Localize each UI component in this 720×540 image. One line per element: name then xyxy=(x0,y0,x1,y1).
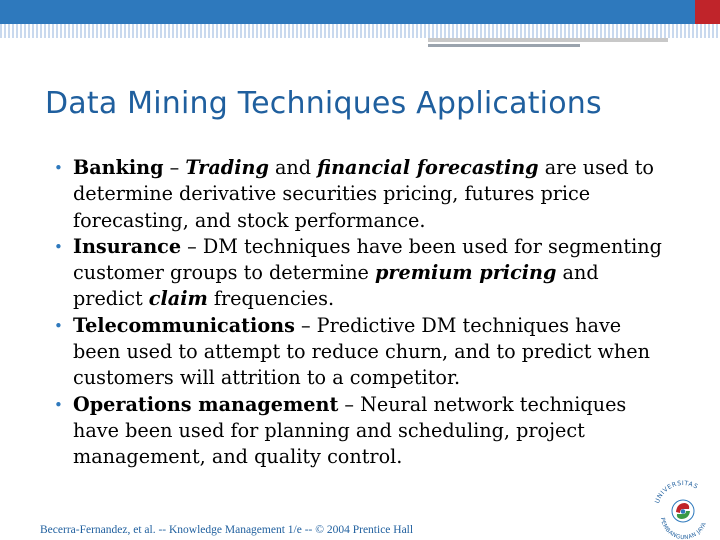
slide-title: Data Mining Techniques Applications xyxy=(45,86,602,121)
bullet-text-run: claim xyxy=(148,287,208,311)
bullet-text-run: – Neural network techniques have been used for planning and scheduling, project management, and quality control. xyxy=(73,392,627,469)
header-gray-line-short xyxy=(428,44,580,47)
bullet-text-run: – DM techniques have been used for segmenting customer groups to determine xyxy=(73,234,662,285)
bullet-item xyxy=(50,392,670,471)
header-gray-line xyxy=(428,38,668,42)
bullet-text-run: premium pricing xyxy=(375,261,557,285)
bullet-dot-icon: • xyxy=(54,237,63,256)
bullet-text-run: Insurance xyxy=(73,234,182,258)
bullet-text-run: are used to determine derivative securities pricing, futures price forecasting, and stock performance. xyxy=(73,156,654,232)
bullet-dot-icon: • xyxy=(54,159,63,177)
bullet-text-run: frequencies. xyxy=(207,287,335,311)
bullet-item xyxy=(50,234,670,313)
bullet-item xyxy=(50,155,670,234)
bullet-text-run: and xyxy=(268,156,318,179)
svg-text:PEMBANGUNAN JAYA: PEMBANGUNAN JAYA xyxy=(658,517,708,540)
university-seal-icon xyxy=(649,474,717,540)
header-stripe-band xyxy=(0,24,720,38)
header-blue-bar xyxy=(0,0,720,24)
bullet-text-run: financial forecasting xyxy=(317,156,539,179)
bullet-item xyxy=(50,313,670,392)
bullet-text-run: – Predictive DM techniques have been used to attempt to reduce churn, and to predict when customers will attrition to a competitor. xyxy=(73,313,650,390)
bullet-list xyxy=(50,155,670,471)
header-red-bar xyxy=(695,0,720,24)
bullet-text-run: and predict xyxy=(73,261,599,311)
bullet-text-run: Operations management xyxy=(73,392,339,416)
bullet-text-run: Trading xyxy=(185,156,269,179)
bullet-text-run: – xyxy=(163,156,186,179)
bullet-text-run: Telecommunications xyxy=(73,313,295,337)
bullet-text-run: Banking xyxy=(73,156,164,179)
bullet-dot-icon: • xyxy=(54,316,63,335)
slide-footer: Becerra-Fernandez, et al. -- Knowledge Management 1/e -- © 2004 Prentice Hall xyxy=(40,524,414,536)
svg-text:UNIVERSITAS: UNIVERSITAS xyxy=(653,479,700,505)
bullet-dot-icon: • xyxy=(54,395,63,414)
